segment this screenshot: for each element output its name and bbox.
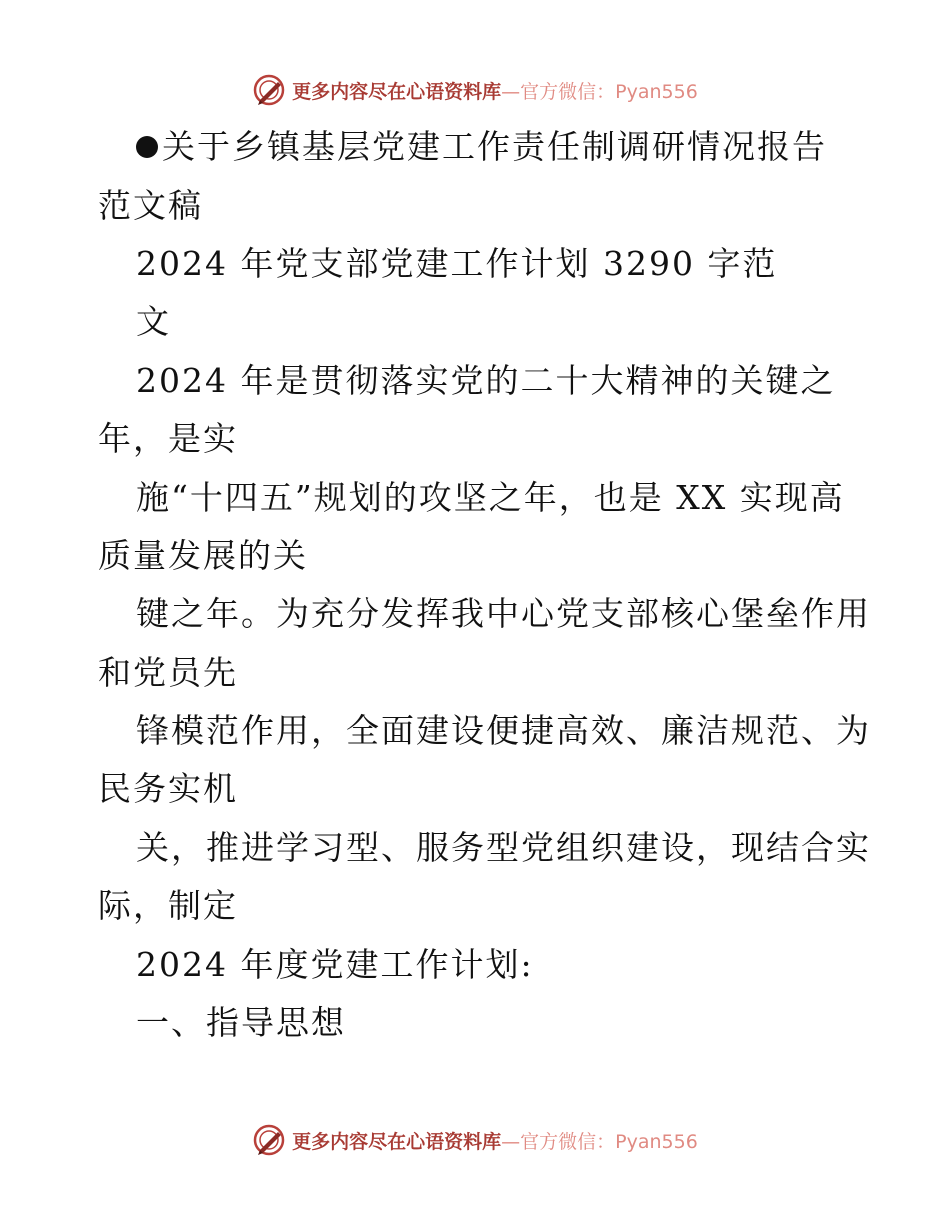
doc-line: 键之年。为充分发挥我中心党支部核心堡垒作用 xyxy=(136,594,871,633)
doc-title-line-2: 范文稿 xyxy=(98,186,203,225)
doc-title-line-1 xyxy=(136,127,827,167)
pen-logo-icon xyxy=(252,1123,286,1157)
doc-title-text: 关于乡镇基层党建工作责任制调研情况报告 xyxy=(162,127,827,166)
watermark-dash: — xyxy=(501,1130,521,1153)
doc-line: 锋模范作用，全面建设便捷高效、廉洁规范、为 xyxy=(136,711,871,750)
doc-line: 和党员先 xyxy=(98,653,238,692)
doc-line: 2024 年是贯彻落实党的二十大精神的关键之 xyxy=(136,361,836,400)
watermark-text xyxy=(292,1127,698,1154)
watermark-footer xyxy=(0,1120,950,1160)
doc-line: 施“十四五”规划的攻坚之年，也是 XX 实现高 xyxy=(136,478,845,517)
doc-line: 关，推进学习型、服务型党组织建设，现结合实 xyxy=(136,828,871,867)
watermark-wechat: 官方微信：Pyan556 xyxy=(520,80,698,103)
watermark-header xyxy=(0,70,950,110)
doc-line: 2024 年度党建工作计划: xyxy=(136,945,534,984)
watermark-brand: 更多内容尽在心语资料库 xyxy=(292,1130,502,1153)
doc-line: 民务实机 xyxy=(98,769,238,808)
watermark-dash: — xyxy=(501,80,521,103)
doc-line: 2024 年党支部党建工作计划 3290 字范 xyxy=(136,244,778,283)
watermark-text xyxy=(292,77,698,104)
doc-line: 文 xyxy=(136,302,171,341)
doc-line: 际，制定 xyxy=(98,886,238,925)
watermark-wechat: 官方微信：Pyan556 xyxy=(520,1130,698,1153)
bullet-icon xyxy=(136,136,158,158)
watermark-brand: 更多内容尽在心语资料库 xyxy=(292,80,502,103)
doc-line: 年，是实 xyxy=(98,419,238,458)
section-heading: 一、指导思想 xyxy=(136,1003,346,1042)
doc-line: 质量发展的关 xyxy=(98,536,308,575)
pen-logo-icon xyxy=(252,73,286,107)
